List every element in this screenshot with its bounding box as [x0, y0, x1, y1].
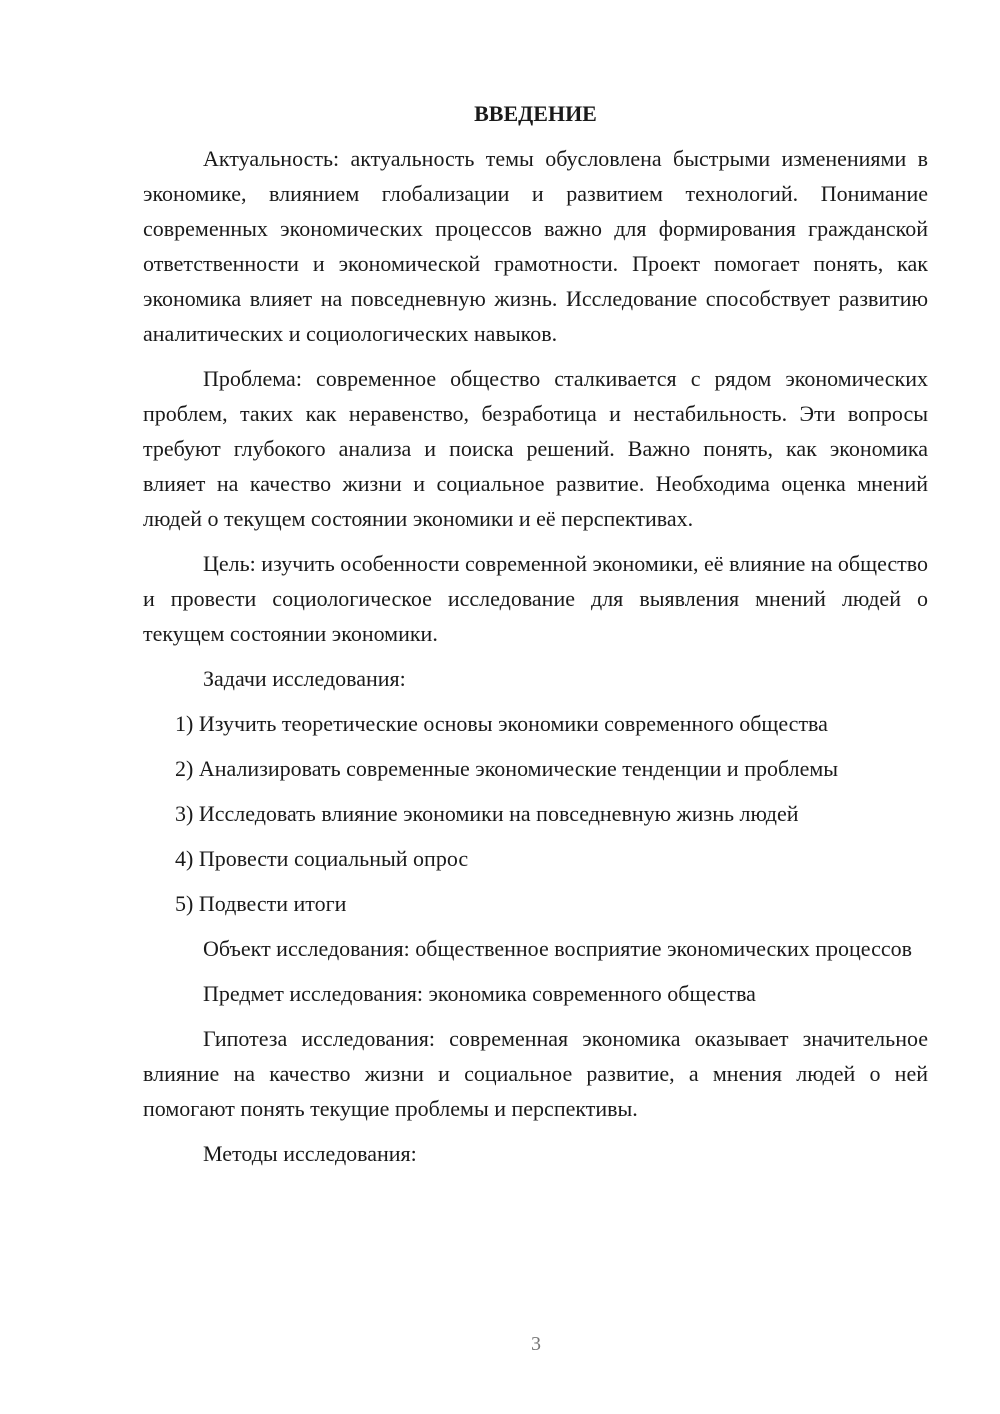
problem-paragraph: Проблема: современное общество сталкивается с рядом экономических проблем, таких как неравенство, безработица и нестабильность. Эти вопросы требуют глубокого анализа и поиска решений. Важно понять, как экономика влияет на качество жизни и социальное развитие. Необходима оценка мнений людей о текущем состоянии экономики и её перспективах.	[143, 366, 928, 531]
relevance-paragraph: Актуальность: актуальность темы обусловлена быстрыми изменениями в экономике, влиянием глобализации и развитием технологий. Понимание современных экономических процессов важно для формирования гражданской ответственности и экономической грамотности. Проект помогает понять, как экономика влияет на повседневную жизнь. Исследование способствует развитию аналитических и социологических навыков.	[143, 146, 928, 346]
tasks-list	[143, 706, 928, 921]
list-item: 1) Изучить теоретические основы экономики современного общества	[175, 711, 828, 736]
hypothesis-paragraph: Гипотеза исследования: современная экономика оказывает значительное влияние на качество жизни и социальное развитие, а мнения людей о ней помогают понять текущие проблемы и перспективы.	[143, 1026, 928, 1121]
list-item: 5) Подвести итоги	[175, 891, 347, 916]
page-number: 3	[531, 1333, 541, 1355]
list-item: 4) Провести социальный опрос	[175, 846, 469, 871]
object-paragraph: Объект исследования: общественное восприятие экономических процессов	[203, 936, 913, 961]
tasks-heading: Задачи исследования:	[203, 666, 406, 691]
list-item: 2) Анализировать современные экономические тенденции и проблемы	[175, 756, 839, 781]
methods-heading: Методы исследования:	[203, 1141, 417, 1166]
subject-paragraph: Предмет исследования: экономика современного общества	[203, 981, 756, 1006]
page-title: ВВЕДЕНИЕ	[474, 101, 597, 126]
list-item: 3) Исследовать влияние экономики на повседневную жизнь людей	[175, 801, 799, 826]
goal-paragraph: Цель: изучить особенности современной экономики, её влияние на общество и провести социологическое исследование для выявления мнений людей о текущем состоянии экономики.	[143, 551, 928, 646]
page-content	[143, 96, 928, 1181]
